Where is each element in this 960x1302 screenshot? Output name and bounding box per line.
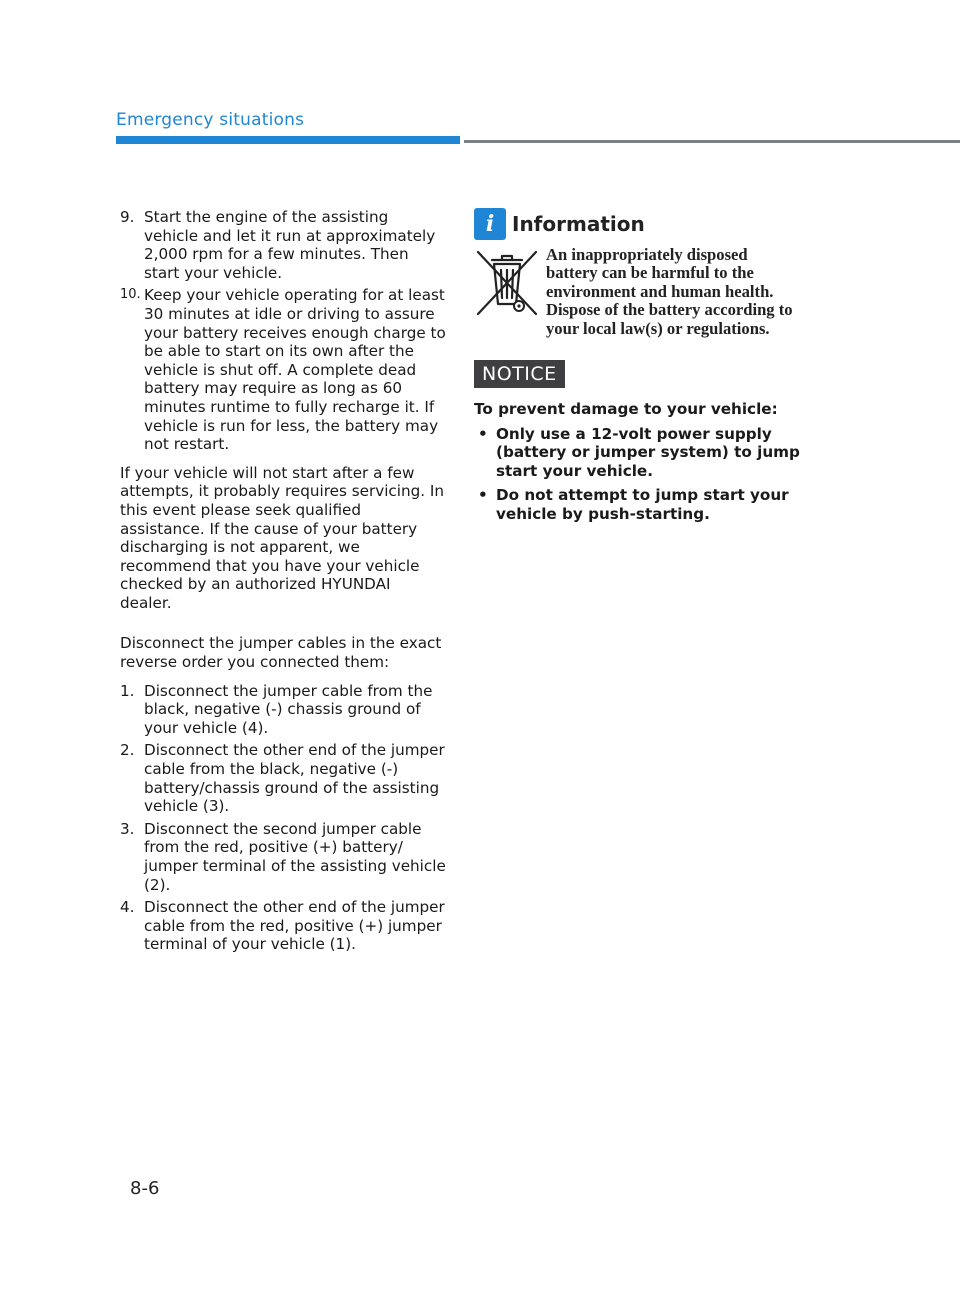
list-item <box>120 898 446 954</box>
right-column <box>474 206 804 530</box>
information-box <box>474 206 804 338</box>
information-header <box>474 206 804 242</box>
information-title: Information <box>512 212 645 236</box>
list-item <box>120 741 446 815</box>
list-item-number: 2. <box>120 741 135 760</box>
list-item-text: Disconnect the other end of the jumper cable from the black, negative (-) battery/chassis ground of the assisting vehicle (3). <box>144 741 445 816</box>
list-item-number: 10. <box>120 287 141 303</box>
list-item <box>120 208 446 282</box>
notice-badge: NOTICE <box>474 360 565 388</box>
left-column <box>120 208 446 964</box>
notice-box <box>474 360 804 524</box>
list-item-text: Only use a 12-volt power supply (battery or jumper system) to jump start your vehicle. <box>496 424 800 480</box>
information-body <box>474 246 804 338</box>
bullet-icon: • <box>478 424 488 443</box>
list-item-text: Disconnect the jumper cable from the black, negative (-) chassis ground of your vehicle (4). <box>144 681 433 737</box>
list-item-number: 9. <box>120 208 135 226</box>
disconnect-steps-list <box>120 682 446 954</box>
notice-intro: To prevent damage to your vehicle: <box>474 400 778 419</box>
list-item-text: Start the engine of the assisting vehicle and let it run at approximately 2,000 rpm for a few minutes. Then start your vehicle. <box>144 208 436 282</box>
header-rule-accent <box>116 136 460 144</box>
list-item-number: 3. <box>120 819 135 838</box>
bullet-icon: • <box>478 486 488 505</box>
list-item <box>474 486 804 523</box>
list-item <box>120 682 446 738</box>
list-item-number: 4. <box>120 898 135 917</box>
paragraph-servicing: If your vehicle will not start after a few attempts, it probably requires servicing. In this event please seek qualified assistance. If the cause of your battery discharging is not apparent, we recommend that you have your vehicle checked by an authorized HYUNDAI dealer. <box>120 463 445 612</box>
list-item <box>120 286 446 453</box>
paragraph-disconnect: Disconnect the jumper cables in the exact reverse order you connected them: <box>120 634 442 672</box>
information-icon: i <box>474 208 506 240</box>
list-item-text: Do not attempt to jump start your vehicle by push-starting. <box>496 486 789 523</box>
header-rule <box>464 140 960 143</box>
notice-bullets <box>474 425 804 524</box>
list-item-number: 1. <box>120 681 135 700</box>
steps-list-continued <box>120 208 446 454</box>
list-item <box>120 820 446 894</box>
information-text: An inappropriately disposed battery can be harmful to the environment and human health. Dispose of the battery according to your local law(s) or regulations. <box>546 245 793 338</box>
list-item-text: Keep your vehicle operating for at least 30 minutes at idle or driving to assure your battery receives enough charge to be able to start on its own after the vehicle is shut off. A complete dead battery may require as long as 60 minutes runtime to fully recharge it. If vehicle is run for less, the battery may not restart. <box>144 286 446 454</box>
list-item-text: Disconnect the second jumper cable from the red, positive (+) battery/ jumper terminal of the assisting vehicle (2). <box>144 819 446 894</box>
section-title: Emergency situations <box>116 110 305 130</box>
crossed-out-bin-icon <box>474 246 540 322</box>
list-item-text: Disconnect the other end of the jumper cable from the red, positive (+) jumper terminal of your vehicle (1). <box>144 898 445 954</box>
notice-content <box>474 400 804 524</box>
list-item <box>474 425 804 481</box>
page-number: 8-6 <box>130 1178 160 1199</box>
